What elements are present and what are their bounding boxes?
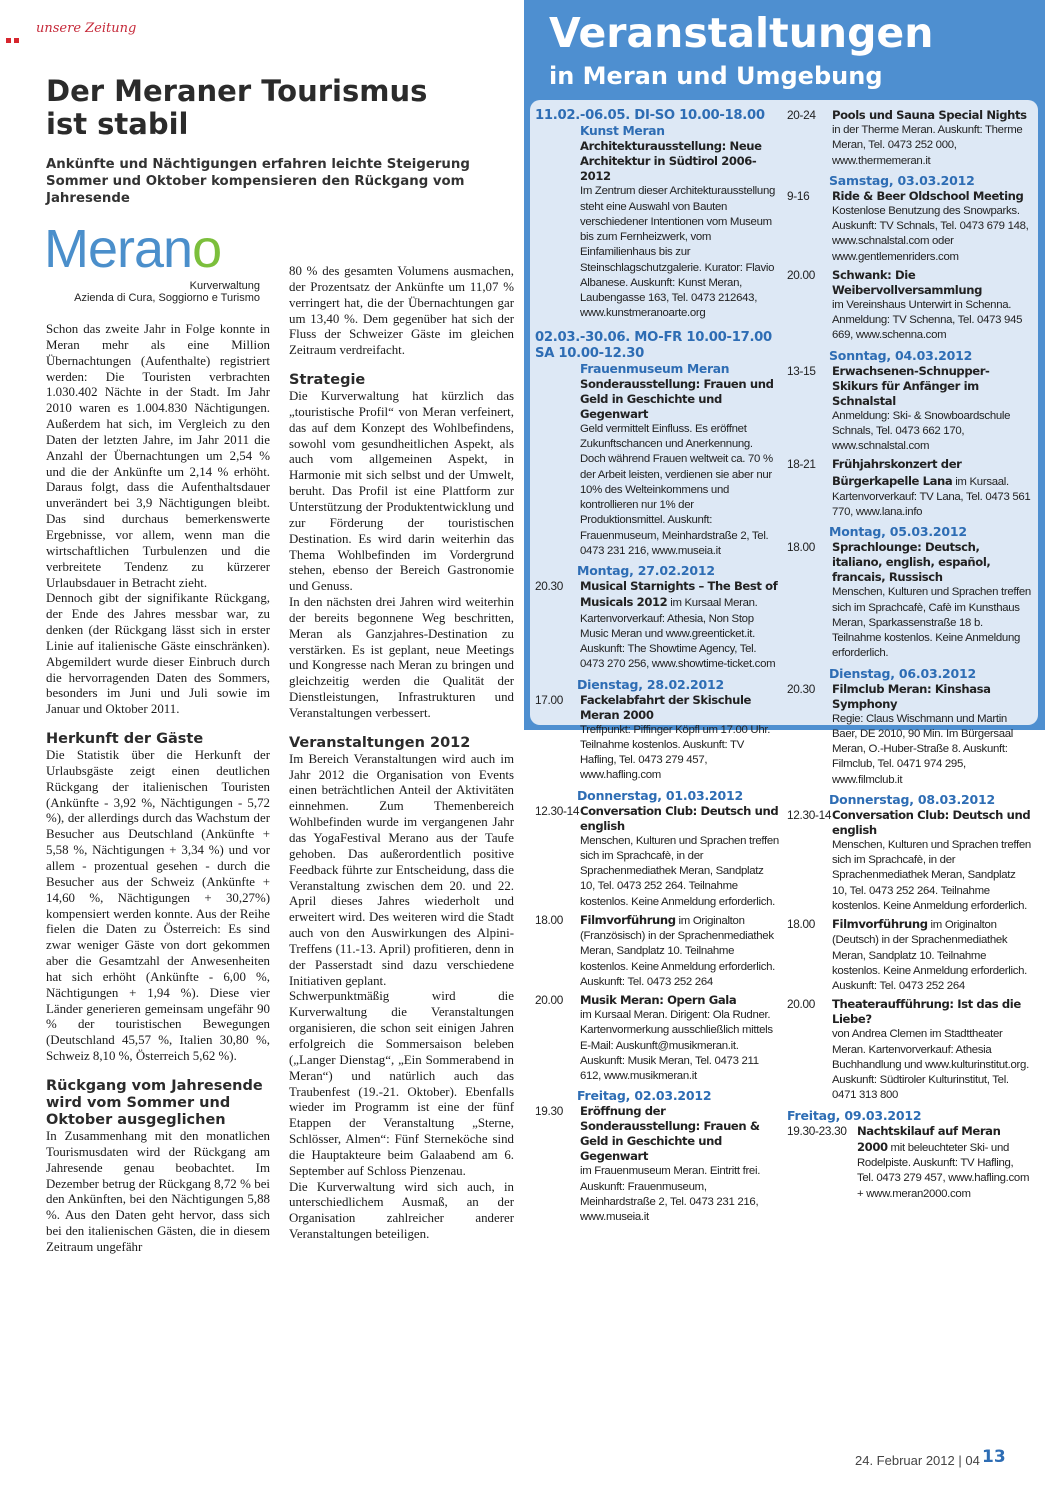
day-heading: Donnerstag, 08.03.2012 [829,791,995,807]
masthead-dots [6,30,22,48]
event-item [787,1124,1032,1202]
event-time: 20.00 [535,993,564,1007]
event-title: Conversation Club: Deutsch und english [832,807,1031,837]
article-subhead: Ankünfte und Nächtigungen erfahren leichte Steigerung Sommer und Oktober kompensieren den Rückgang vom Jahresende [46,157,470,206]
event-place: Frauenmuseum Meran [580,361,730,376]
section-heading-rueckgang: Rückgang vom Jahresende wird vom Sommer und Oktober ausgeglichen [46,1077,263,1128]
event-text: in der Therme Meran. Auskunft: Therme Meran, Tel. 0473 252 000, www.thermemeran.it [832,124,1023,167]
event-title: Frühjahrskonzert der Bürgerkapelle Lana [832,457,962,488]
events-subtitle: in Meran und Umgebung [549,62,883,90]
event-place: Kunst Meran [580,124,665,138]
article-column-2 [289,264,514,1243]
event-text: im Kursaal Meran. Dirigent: Ola Rudner. Kartenvormerkung ausschließlich mittels E-Mail: Auskunft@musikmeran.it. Auskunft: Musik Meran, Tel. 0473 211 612, www.musikmeran.it [580,1009,773,1082]
event-range: 11.02.-06.05. DI-SO 10.00-18.00 [535,108,765,123]
logo-wordmark: Merano [44,219,222,279]
paragraph: Die Kurverwaltung wird sich auch, in unterschiedlichem Ausmaß, an der Organisation zahlreicher anderer Veranstaltungen beteiligen. [289,1179,514,1242]
paragraph: Dennoch gibt der signifikante Rückgang, der Ende des Jahres messbar war, zu denken (der Rückgang lässt sich in erster Linie auf italienische Gäste einschränken). Abgemildert wurde dieser Einbruch durch die hervorragenden Daten des Sommers, besonders im Juni und Juli sowie im Januar und Oktober 2011. [46,591,270,717]
event-time: 20.00 [787,267,816,282]
event-title: Nachtskilauf auf Meran 2000 [857,1123,1001,1154]
merano-logo [44,219,284,304]
event-title: Fackelabfahrt der Skischule Meran 2000 [580,692,751,722]
day-heading: Montag, 05.03.2012 [829,524,967,540]
event-text: mit beleuchteter Ski- und Rodelpiste. Auskunft: TV Hafling, Tel. 0473 279 457, www.hafling.com + www.meran2000.com [857,1141,1030,1200]
event-title: Filmvorführung [580,912,676,927]
event-text: Menschen, Kulturen und Sprachen treffen sich im Sprachcafè, Cafè im Kunsthaus Meran, Sparkassenstraße 18 b. Teilnahme kostenlos. Keine Anmeldung erforderlich. [832,586,1031,660]
logo-line-1: Kurverwaltung [189,280,260,292]
event-title: Sprachlounge: Deutsch, italiano, english, español, francais, Russisch [832,540,991,585]
day-heading: Donnerstag, 01.03.2012 [577,787,743,803]
footer-date-issue: 24. Februar 2012 | 04 [855,1453,980,1468]
masthead-name: unsere Zeitung [36,21,137,36]
event-title: Conversation Club: Deutsch und english [580,803,779,833]
event-text: im Frauenmuseum Meran. Eintritt frei. Auskunft: Frauenmuseum, Meinhardstraße 2, Tel. 0473 231 216, www.museia.it [580,1165,761,1223]
event-text: im Vereinshaus Unterwirt in Schenna. Anmeldung: TV Schenna, Tel. 0473 945 669, www.schenna.com [832,298,1023,342]
event-item [535,993,780,1084]
events-title: Veranstaltungen [549,9,934,57]
page-number: 13 [982,1447,1006,1467]
event-time: 18.00 [787,917,816,931]
event-text: Menschen, Kulturen und Sprachen treffen sich im Sprachcafè, in der Sprachenmediathek Meran, Sandplatz 10, Tel. 0473 252 264. Teilnahme kostenlos. Keine Anmeldung erforderlich. [580,834,779,908]
day-heading: Freitag, 02.03.2012 [577,1088,712,1104]
event-item [787,268,1032,344]
event-text: im Originalton (Französisch) in der Sprachenmediathek Meran, Sandplatz 10. Teilnahme kostenlos. Keine Anmeldung erforderlich. Auskunft: Tel. 0473 252 264 [580,914,776,988]
paragraph: In Zusammenhang mit den monatlichen Tourismusdaten wird der Rückgang am Jahresende genau beobachtet. Im Dezember betrug der Rückgang 8,72 % bei den Ankünften, bei den Nächtigungen 5,88 %. Aus den Daten geht hervor, dass sich bei den italienischen Gästen, die in diesem Zeitraum ungefähr [46,1128,270,1254]
paragraph: Die Kurverwaltung hat kürzlich das „touristische Profil“ von Meran verfeinert, das auf dem Konzept des Wohlbefindens, sowohl vom gesundheitlichen Aspekt, als auch vom allgemeinen Aspekt, in Harmonie mit sich selbst und der Umwelt, beruht. Das Profil ist eine Plattform zur Unterstützung der Produktentwicklung und zur Förderung der touristischen Destination. Es wird darin weiterhin das Thema Wohlbefinden im Vordergrund stehen, ebenso der Bereich Gastronomie und Genuss. [289,389,514,594]
event-time: 18.00 [787,540,816,555]
event-text: Im Zentrum dieser Architekturausstellung steht eine Auswahl von Bauten verschiedener Intentionen vom Museum bis zum Fernheizwerk, vom Einfamilienhaus bis zur Steinschlagschutzgalerie. Kurator: Flavio Albanese. Auskunft: Kunst Meran, Laubengasse 163, Tel. 0473 212643, www.kunstmeranoarte.org [580,185,776,320]
event-title: Architekturausstellung: Neue Architektur in Südtirol 2006-2012 [580,139,762,184]
section-heading-strategie: Strategie [289,372,366,389]
event-title: Filmclub Meran: Kinshasa Symphony [832,681,991,711]
event-text: im Kursaal. Kartenvorverkauf: TV Lana, Tel. 0473 561 770, www.lana.info [832,475,1031,518]
event-time: 13-15 [787,363,816,378]
day-heading: Montag, 27.02.2012 [577,563,715,578]
event-item [787,917,1032,994]
event-text: Regie: Claus Wischmann und Martin Baer, DE 2010, 90 Min. Im Bürgersaal Meran, O.-Huber-Straße 8. Auskunft: Filmclub, Tel. 0471 974 295, www.filmclub.it [832,712,1014,786]
event-item [787,808,1032,914]
event-text: von Andrea Clemen im Stadttheater Meran. Kartenvorverkauf: Athesia Buchhandlung und www.kulturinstitut.org. Auskunft: Südtiroler Kulturinstitut, Tel. 0471 313 800 [832,1028,1029,1102]
event-item [535,579,780,673]
event-text: im Originalton (Deutsch) in der Sprachenmediathek Meran, Sandplatz 10. Teilnahme kostenlos. Keine Anmeldung erforderlich. Auskunft: Tel. 0473 252 264 [832,919,1028,992]
paragraph: Die Statistik über die Herkunft der Urlaubsgäste zeigt einen deutlichen Rückgang der italienischen Touristen (Ankünfte - 3,92 %, Nächtigungen - 5,72 %), der allerdings durch das Wachstum der Besucher aus Deutschland (Ankünfte + 5,58 %, Nächtigungen + 3,34 %) und vor allem - prozentual gesehen - durch die Besucher aus der Schweiz (Ankünfte + 14,60 %, Nächtigungen + 30,27%) kompensiert werden konnte. Aus der Reihe fielen die Daten zu Österreich: Es sind zwar weniger Gäste von dort gekommen aber die Gesamtzahl der Anwesenheiten hat sich erhöht (Ankünfte - 6,00 %, Nächtigungen + 1,94 %). Diese vier Länder generieren gemeinsam ungefähr 90 % der touristischen Bewegungen (Deutschland 45,57 %, Italien 30,80 %, Schweiz 8,10 %, Österreich 5,62 %). [46,748,270,1064]
event-item [535,913,780,990]
day-heading: Freitag, 09.03.2012 [787,1107,922,1123]
event-time: 20.30 [787,681,816,696]
day-heading: Sonntag, 04.03.2012 [829,347,973,363]
event-item [787,997,1032,1103]
event-title: Musical Starnights – The Best of Musicals 2012 [580,579,778,610]
event-time: 20.30 [535,579,564,593]
article-column-1 [46,322,270,1256]
event-item [787,540,1032,661]
event-item [535,124,780,322]
paragraph: Schwerpunktmäßig wird die Kurverwaltung die Veranstaltungen organisieren, die schon seit einigen Jahren erfolgreich die Sommersaison beleben („Langer Dienstag“, „Ein Sommerabend in Meran“) und natürlich auch das Traubenfest (19.-21. Oktober). Ebenfalls wieder im Programm ist eine der fünf Etappen der Veranstaltung „Sterne, Schlösser, Almen“: Fünf Sterneköche sind die Hauptakteure beim Galaabend am 6. September auf Schloss Pienzenau. [289,989,514,1178]
day-heading: Dienstag, 06.03.2012 [829,665,977,681]
paragraph: 80 % des gesamten Volumens ausmachen, der Prozentsatz der Ankünfte um 11,07 % verringert hat, die der Übernachtungen gar um 13,40 %. Dem gegenüber hat sich der Fluss der Schweizer Gäste im gleichen Zeitraum verdreifacht. [289,264,514,358]
event-item [787,189,1032,265]
event-item [787,682,1032,788]
event-item [535,362,780,560]
section-heading-herkunft: Herkunft der Gäste [46,731,204,748]
logo-line-2: Azienda di Cura, Soggiorno e Turismo [74,292,260,304]
event-time: 9-16 [787,188,810,203]
event-time: 17.00 [535,692,564,707]
event-title: Pools und Sauna Special Nights [832,108,1027,122]
event-time: 19.30 [535,1104,564,1119]
event-title: Eröffnung der Sonderausstellung: Frauen & Geld in Geschichte und Gegenwart [580,1104,760,1164]
event-time: 19.30-23.30 [787,1123,847,1138]
event-title: Ride & Beer Oldschool Meeting [832,188,1024,203]
event-range: 02.03.-30.06. MO-FR 10.00-17.00 SA 10.00-12.30 [535,329,772,361]
event-title: Schwank: Die Weibervollversammlung [832,267,982,297]
event-item [787,364,1032,455]
article-headline: Der Meraner Tourismus ist stabil [46,74,428,141]
event-title: Sonderausstellung: Frauen und Geld in Geschichte und Gegenwart [580,376,774,421]
events-column-1 [535,108,780,1228]
event-time: 20-24 [787,108,816,122]
event-text: Treffpunkt: Piffinger Köpfl um 17.00 Uhr. Teilnahme kostenlos. Auskunft: TV Hafling, Tel. 0473 279 457, www.hafling.com [580,723,771,782]
event-item [535,1104,780,1225]
event-text: Anmeldung: Ski- & Snowboardschule Schnals, Tel. 0473 662 170, www.schnalstal.com [832,409,1011,452]
paragraph: In den nächsten drei Jahren wird weiterhin der bereits begonnene Weg beschritten, Meran als Ganzjahres-Destination zu verstärken. Es ist geplant, neue Meetings und Kongresse nach Meran zu bringen und gleichzeitig werden die Qualität der Dienstleistungen, Infrastrukturen und Veranstaltungen verbessert. [289,595,514,720]
event-title: Erwachsenen-Schnupper-Skikurs für Anfänger im Schnalstal [832,363,990,408]
event-time: 12.30-14 [535,803,580,818]
event-text: Menschen, Kulturen und Sprachen treffen sich im Sprachcafè, in der Sprachenmediathek Meran, Sandplatz 10, Tel. 0473 252 264. Teilnahme kostenlos. Keine Anmeldung erforderlich. [832,838,1031,912]
section-heading-veranstaltungen: Veranstaltungen 2012 [289,734,471,751]
event-text: Geld vermittelt Einfluss. Es eröffnet Zukunftschancen und Anerkennung. Doch während Frauen weltweit ca. 70 % der Arbeit leisten, verdienen sie aber nur 10% des Welteinkommens und kontrollieren nur 1% der Produktionsmittel. Auskunft: Frauenmuseum, Meinhardstraße 2, Tel. 0473 231 216, www.museia.it [580,422,773,557]
event-time: 12.30-14 [787,807,832,822]
event-time: 18.00 [535,912,564,927]
day-heading: Dienstag, 28.02.2012 [577,676,725,692]
events-column-2 [787,108,1032,1205]
event-title: Filmvorführung [832,917,928,931]
event-item [535,693,780,784]
paragraph: Im Bereich Veranstaltungen wird auch im Jahr 2012 die Organisation von Events einen beträchtlichen Anteil der Aktivitäten einnehmen. Zum Themenbereich Wohlbefinden wurde im vergangenen Jahr das YogaFestival Merano aus der Taufe gehoben. Das außerordentlich positive Feedback führte zur Entscheidung, dass die Veranstaltung zwischen dem 20. und 22. April dieses Jahres wiederholt und erweitert wird. Des weiteren wird die Stadt auch von den Auswirkungen des Alpini-Treffens (11.-13. April) profitieren, denn in der Passerstadt sind dazu verschiedene Initiativen geplant. [289,751,514,988]
event-item [787,108,1032,169]
event-time: 18-21 [787,457,816,472]
event-text: im Kursaal Meran. Kartenvorverkauf: Athesia, Non Stop Music Meran und www.greenticket.it. Auskunft: The Showtime Agency, Tel. 0473 270 256, www.showtime-ticket.com [580,597,776,671]
event-text: Kostenlose Benutzung des Snowparks. Auskunft: TV Schnals, Tel. 0473 679 148, www.schnalstal.com oder www.gentlemenriders.com [832,204,1029,263]
event-title: Musik Meran: Opern Gala [580,993,737,1007]
day-heading: Samstag, 03.03.2012 [829,172,975,188]
event-item [535,804,780,910]
event-item [787,457,1032,520]
event-title: Theateraufführung: Ist das die Liebe? [832,997,1021,1027]
paragraph: Schon das zweite Jahr in Folge konnte in Meran mehr als eine Million Übernachtungen (Aufenthalte) registriert werden: Die Touristen verbrachten 1.030.402 Nächte in der Stadt. Im Jahr 2010 waren es 1.004.830 Nächtigungen. Außerdem hat sich, im Vergleich zu den Daten der letzten Jahre, im Jahr 2011 die Anzahl der Übernachtungen um 2,54 % und die der Ankünfte um 2,14 % erhöht. Daraus folgt, dass die Aufenthaltsdauer unverändert bei 3,9 Nächtigungen bleibt. Das sind durchaus bemerkenswerte Ergebnisse, vor allem, wenn man die wirtschaftlichen Turbulenzen und die verbreitete Tendenz zu kürzerer Urlaubsdauer in Betracht zieht. [46,322,270,590]
event-time: 20.00 [787,997,816,1012]
